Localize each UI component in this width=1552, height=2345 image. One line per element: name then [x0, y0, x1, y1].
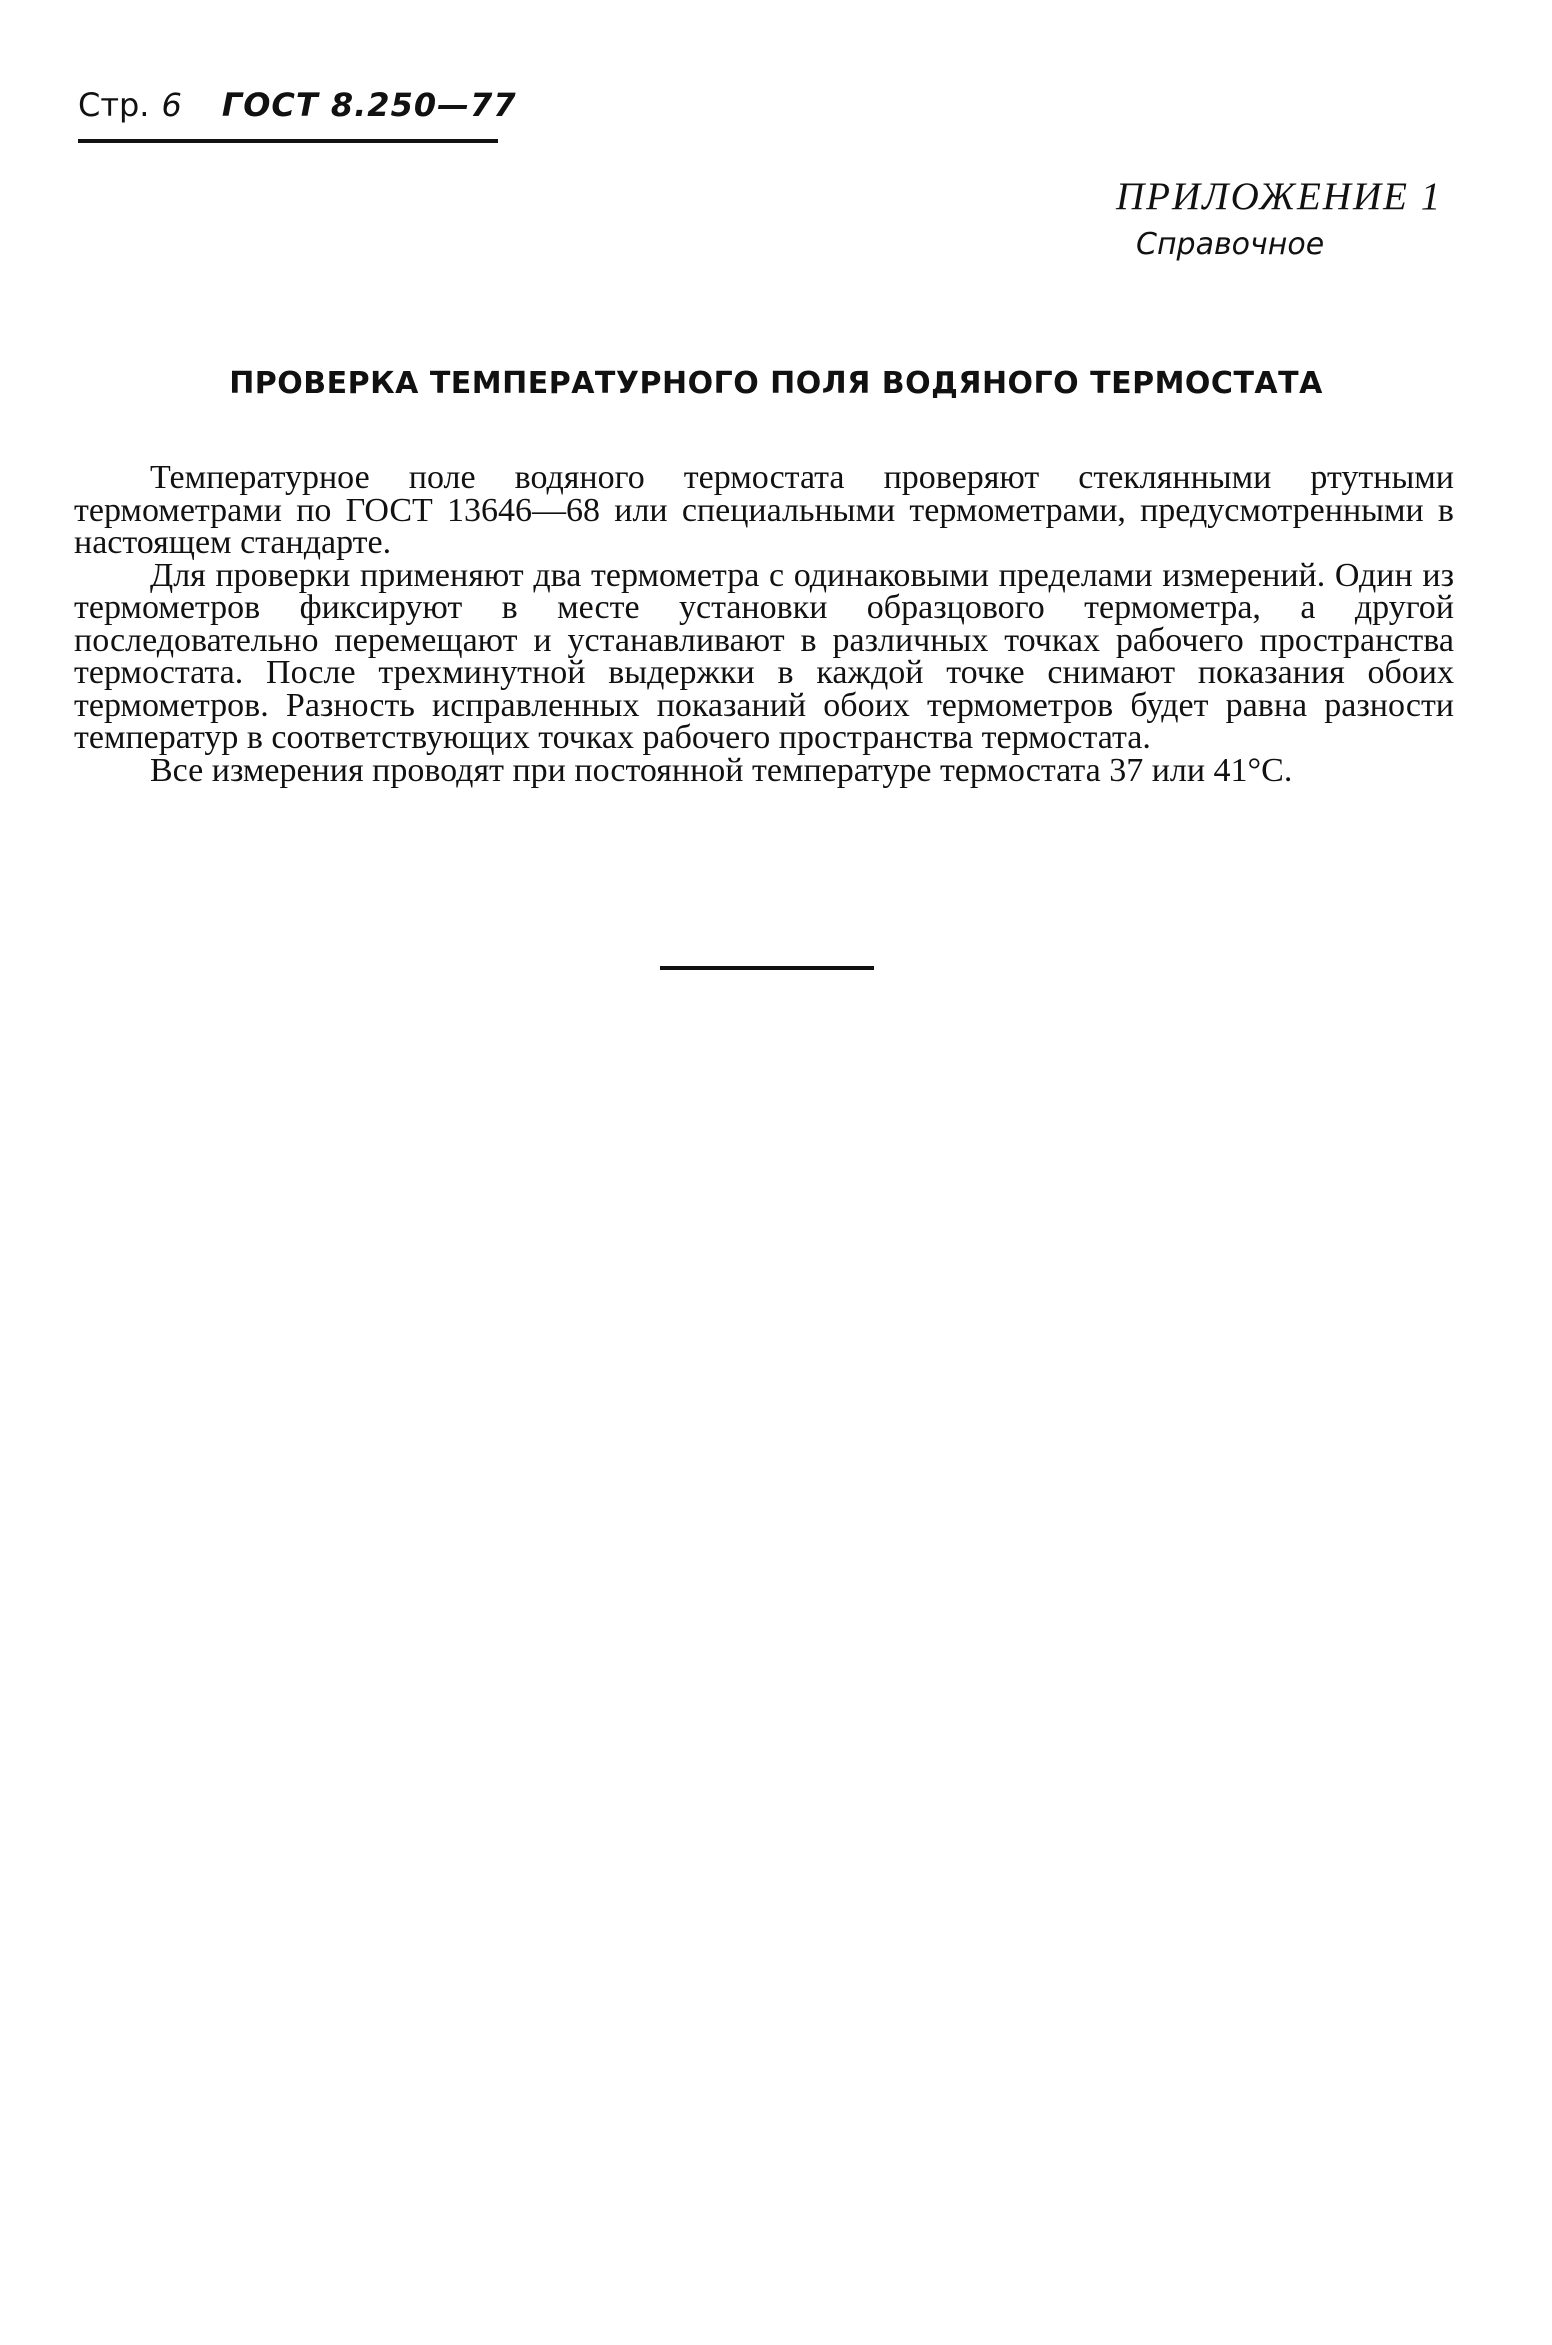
header-rule [78, 139, 498, 143]
end-rule [660, 966, 874, 970]
paragraph: Температурное поле водяного термостата проверяют стеклянными ртутными термометрами по ГОСТ 13646—68 или специальными термометрами, предусмотренными в настоящем стандарте. [74, 459, 1454, 561]
appendix-block [1116, 174, 1456, 262]
body-text [74, 459, 1454, 789]
page-number-label: Стр. [78, 86, 150, 124]
appendix-subtitle: Справочное [1136, 227, 1325, 262]
document-code: ГОСТ 8.250—77 [221, 86, 517, 124]
appendix-title: ПРИЛОЖЕНИЕ 1 [1116, 175, 1443, 218]
page-number: 6 [161, 86, 182, 124]
section-title: ПРОВЕРКА ТЕМПЕРАТУРНОГО ПОЛЯ ВОДЯНОГО ТЕРМОСТАТА [229, 366, 1323, 401]
page-header [78, 86, 517, 124]
paragraph: Все измерения проводят при постоянной температуре термостата 37 или 41°С. [150, 751, 1293, 789]
paragraph: Для проверки применяют два термометра с одинаковыми пределами измерений. Один из термометров фиксируют в месте установки образцового термометра, а другой последовательно перемещают и устанавливают в различных точках рабочего пространства термостата. После трехминутной выдержки в каждой точке снимают показания обоих термометров. Разность исправленных показаний обоих термометров будет равна разности температур в соответствующих точках рабочего пространства термостата. [74, 556, 1454, 756]
